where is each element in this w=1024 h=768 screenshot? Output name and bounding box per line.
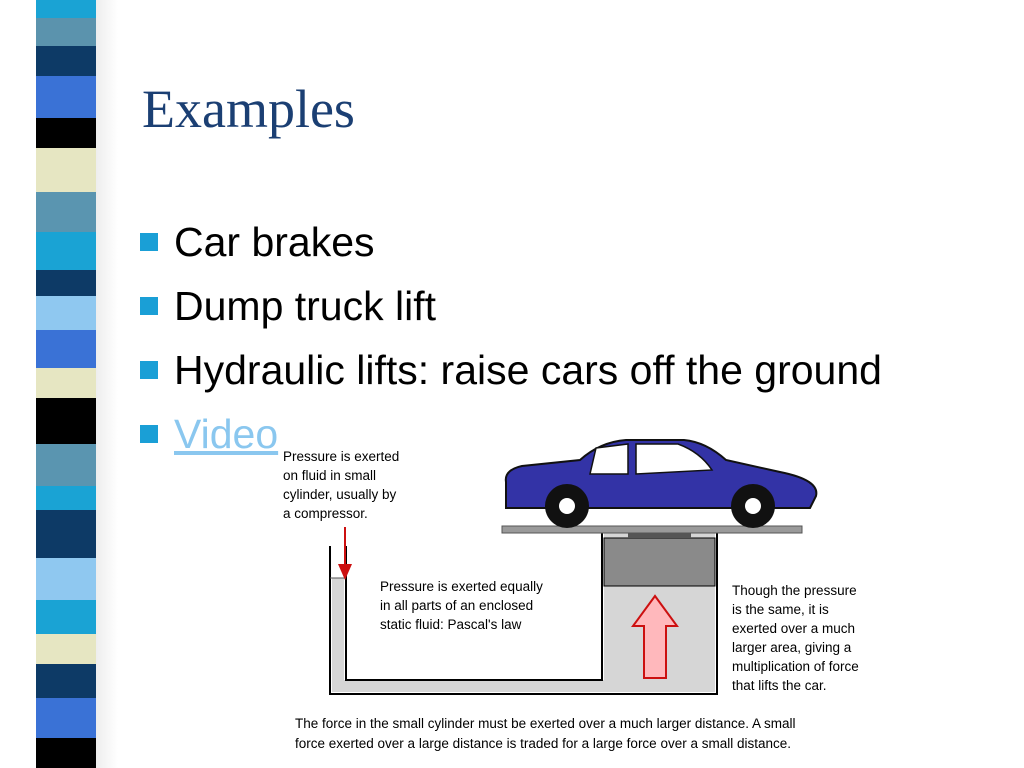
lift-piston (604, 538, 715, 586)
square-bullet-icon (140, 297, 158, 315)
large-area-note-line: multiplication of force (732, 659, 859, 674)
pascal-note-line: in all parts of an enclosed (380, 598, 534, 613)
footer-note (295, 716, 799, 751)
large-area-note-line: exerted over a much (732, 621, 856, 636)
small-cylinder-note (283, 449, 403, 521)
car-icon (506, 440, 817, 528)
bullet-dump-truck-lift (140, 274, 882, 338)
bullet-label: Dump truck lift (174, 282, 436, 329)
slide-title: Examples (142, 79, 355, 139)
small-cylinder-note-line: on fluid in small (283, 468, 377, 483)
pascal-note-line: Pressure is exerted equally (380, 579, 543, 594)
large-area-note-line: larger area, giving a (732, 640, 852, 655)
large-area-note-line: Though the pressure (732, 583, 857, 598)
hydraulic-lift-diagram (280, 436, 890, 756)
bullet-label: Hydraulic lifts: raise cars off the ground (174, 346, 882, 393)
bullet-car-brakes (140, 210, 882, 274)
large-area-note-line: that lifts the car. (732, 678, 827, 693)
down-arrow-icon (338, 527, 352, 580)
footer-note-line: The force in the small cylinder must be exerted over a much larger distance. A small (295, 716, 796, 731)
video-link[interactable]: Video (174, 410, 279, 457)
square-bullet-icon (140, 361, 158, 379)
small-cylinder-note-line: a compressor. (283, 506, 368, 521)
stripe-strip (36, 0, 96, 768)
bullet-hydraulic-lifts (140, 338, 882, 402)
footer-note-line: force exerted over a large distance is traded for a large force over a small distance. (295, 736, 791, 751)
small-cylinder-note-line: cylinder, usually by (283, 487, 397, 502)
large-area-note (732, 583, 863, 693)
bullet-list (140, 210, 882, 466)
pascal-law-note (380, 579, 547, 632)
bullet-label: Car brakes (174, 218, 375, 265)
large-area-note-line: is the same, it is (732, 602, 829, 617)
pascal-note-line: static fluid: Pascal's law (380, 617, 522, 632)
small-cylinder-note-line: Pressure is exerted (283, 449, 400, 464)
decorative-stripe-bar (0, 0, 118, 768)
square-bullet-icon (140, 233, 158, 251)
square-bullet-icon (140, 425, 158, 443)
